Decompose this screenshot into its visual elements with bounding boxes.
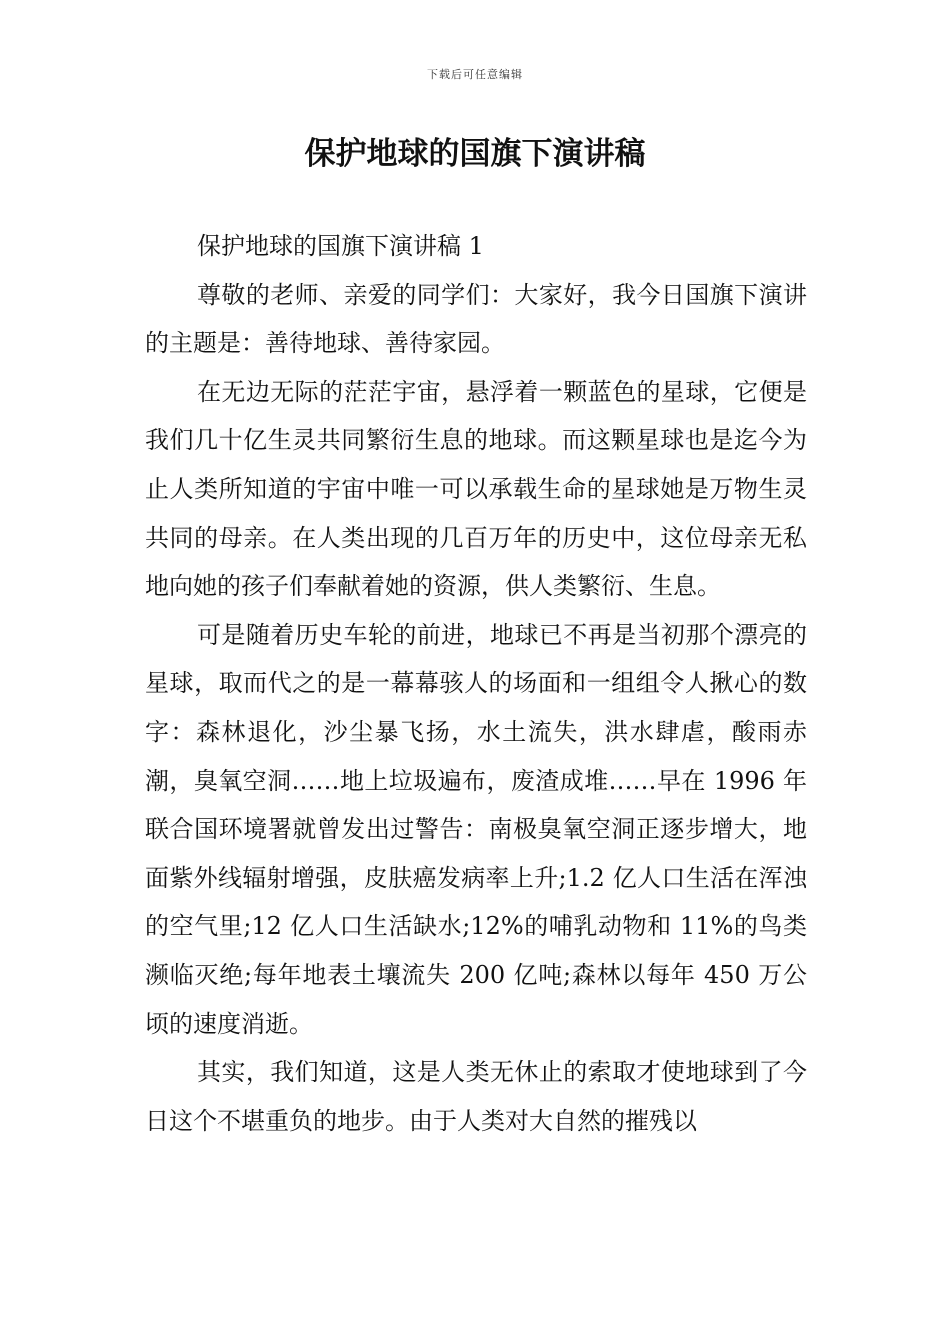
paragraph-subtitle: 保护地球的国旗下演讲稿 1 [197, 232, 484, 260]
paragraph-human-cause: 其实，我们知道，这是人类无休止的索取才使地球到了今日这个不堪重负的地步。由于人类对大自然的摧残以 [145, 1058, 807, 1135]
paragraph-greeting: 尊敬的老师、亲爱的同学们：大家好，我今日国旗下演讲的主题是：善待地球、善待家园。 [145, 280, 807, 358]
paragraph-earth-intro: 在无边无际的茫茫宇宙，悬浮着一颗蓝色的星球，它便是我们几十亿生灵共同繁衍生息的地球。而这颗星球也是迄今为止人类所知道的宇宙中唯一可以承载生命的星球她是万物生灵共同的母亲。在人类出现的几百万年的历史中，这位母亲无私地向她的孩子们奉献着她的资源，供人类繁衍、生息。 [145, 377, 807, 601]
document-title: 保护地球的国旗下演讲稿 [304, 136, 646, 172]
header-note: 下载后可任意编辑 [427, 68, 523, 81]
document-body [145, 222, 807, 1145]
paragraph-environment-crisis: 可是随着历史车轮的前进，地球已不再是当初那个漂亮的星球，取而代之的是一幕幕骇人的场面和一组组令人揪心的数字：森林退化，沙尘暴飞扬，水土流失，洪水肆虐，酸雨赤潮，臭氧空洞……地上垃圾遍布，废渣成堆……早在 1996 年联合国环境署就曾发出过警告：南极臭氧空洞正逐步增大，地面紫外线辐射增强，皮肤癌发病率上升;1.2 亿人口生活在浑浊的空气里;12 亿人口生活缺水;12%的哺乳动物和 11%的鸟类濒临灭绝;每年地表土壤流失 200 亿吨;森林以每年 450 万公顷的速度消逝。 [145, 620, 807, 1038]
